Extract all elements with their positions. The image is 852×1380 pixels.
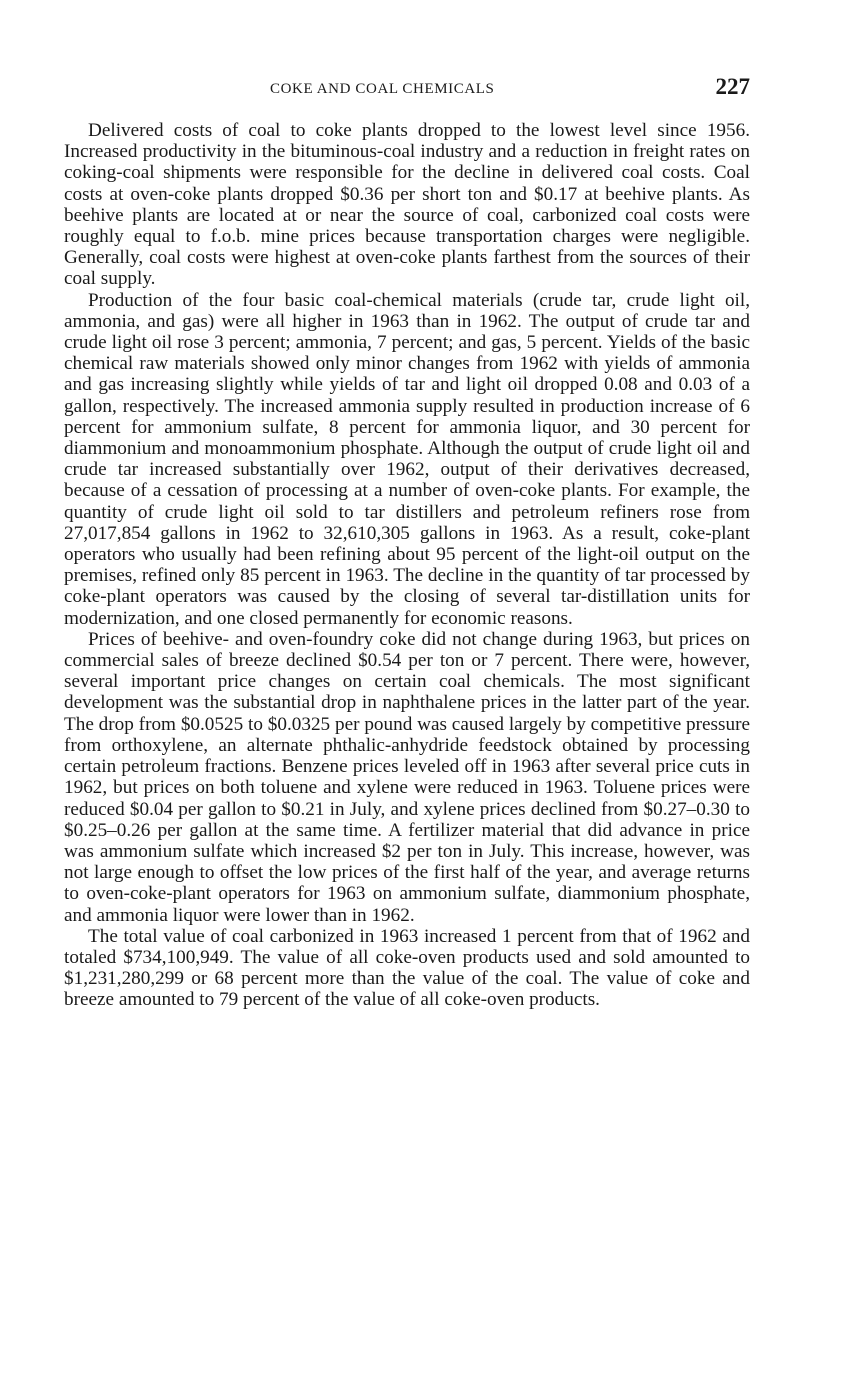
running-title: COKE AND COAL CHEMICALS <box>270 81 495 97</box>
paragraph-total-value: The total value of coal carbonized in 1963 increased 1 percent from that of 1962 and totaled $734,100,949. The value of all coke-oven products used and sold amounted to $1,231,280,299 or 68 percent more than the value of the coal. The value of coke and breeze amounted to 79 percent of the value of all coke-oven products. <box>64 925 750 1011</box>
page-number: 227 <box>715 74 750 99</box>
body-text <box>64 120 750 1011</box>
page-header <box>64 74 750 104</box>
paragraph-coal-chemical-production: Production of the four basic coal-chemical materials (crude tar, crude light oil, ammonia, and gas) were all higher in 1963 than in 1962. The output of crude tar and crude light oil rose 3 percent; ammonia, 7 percent; and gas, 5 percent. Yields of the basic chemical raw materials showed only minor changes from 1962 with yields of ammonia and gas increasing slightly while yields of tar and light oil dropped 0.08 and 0.03 of a gallon, respectively. The increased ammonia supply resulted in production increase of 6 percent for ammonium sulfate, 8 percent for ammonia liquor, and 30 percent for diammonium and monoammonium phosphate. Although the output of crude light oil and crude tar increased substantially over 1962, output of their derivatives decreased, because of a cessation of processing at a number of oven-coke plants. For example, the quantity of crude light oil sold to tar distillers and petroleum refiners rose from 27,017,854 gallons in 1962 to 32,610,305 gallons in 1963. As a result, coke-plant operators who usually had been refining about 95 percent of the light-oil output on the premises, refined only 85 percent in 1963. The decline in the quantity of tar processed by coke-plant operators was caused by the closing of several tar-distillation units for modernization, and one closed permanently for economic reasons. <box>64 289 750 629</box>
paragraph-coal-costs: Delivered costs of coal to coke plants dropped to the lowest level since 1956. Increased productivity in the bituminous-coal industry and a reduction in freight rates on coking-coal shipments were responsible for the decline in delivered coal costs. Coal costs at oven-coke plants dropped $0.36 per short ton and $0.17 at beehive plants. As beehive plants are located at or near the source of coal, carbonized coal costs were roughly equal to f.o.b. mine prices because transportation charges were negligible. Generally, coal costs were highest at oven-coke plants farthest from the sources of their coal supply. <box>64 120 750 290</box>
paragraph-prices: Prices of beehive- and oven-foundry coke did not change during 1963, but prices on commercial sales of breeze declined $0.54 per ton or 7 percent. There were, however, several important price changes on certain coal chemicals. The most significant development was the substantial drop in naphthalene prices in the latter part of the year. The drop from $0.0525 to $0.0325 per pound was caused largely by competitive pressure from orthoxylene, an alternate phthalic-anhydride feedstock obtained by processing certain petroleum fractions. Benzene prices leveled off in 1963 after several price cuts in 1962, but prices on both toluene and xylene were reduced in 1963. Toluene prices were reduced $0.04 per gallon to $0.21 in July, and xylene prices declined from $0.27–0.30 to $0.25–0.26 per gallon at the same time. A fertilizer material that did advance in price was ammonium sulfate which increased $2 per ton in July. This increase, however, was not large enough to offset the low prices of the first half of the year, and average returns to oven-coke-plant operators for 1963 on ammonium sulfate, diammonium phosphate, and ammonia liquor were lower than in 1962. <box>64 628 750 926</box>
